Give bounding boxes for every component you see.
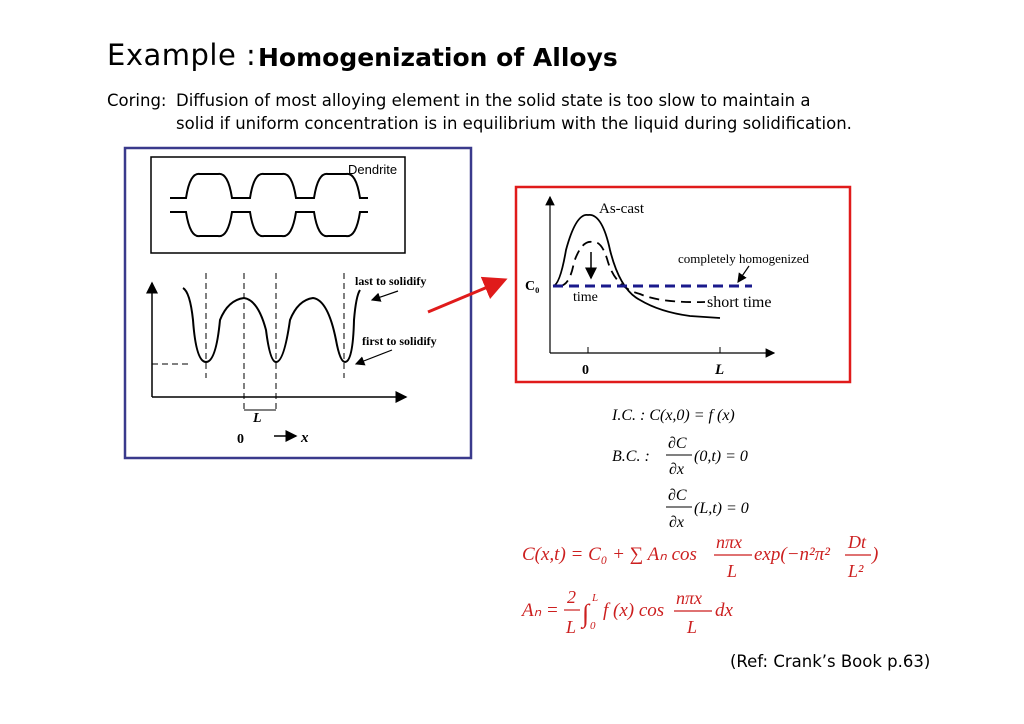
boundary-conditions (611, 407, 749, 531)
dendrite-top-profile (170, 174, 368, 198)
solution-frac1-den: L (727, 561, 738, 581)
slide-title: Homogenization of Alloys (258, 43, 618, 72)
connector-arrow (428, 281, 502, 312)
an-integral: ∫ (582, 599, 590, 628)
solution-frac2-num: Dt (848, 532, 866, 552)
last-arrow (372, 291, 398, 300)
solution-frac2-den: L² (848, 561, 864, 581)
an-dx: dx (715, 600, 733, 621)
homogenized-arrow (738, 266, 749, 282)
an-lhs: Aₙ = (522, 600, 559, 621)
short-time-label: short time (707, 294, 772, 311)
time-label: time (573, 290, 598, 305)
title-prefix: Example : (107, 38, 257, 72)
first-to-solidify-label: first to solidify (362, 334, 437, 348)
dendrite-bottom-profile (170, 212, 368, 236)
solution-lhs: C(x,t) = C₀ + ∑ Aₙ cos (522, 544, 697, 565)
solution-frac1-num: nπx (716, 532, 743, 552)
x-label: x (301, 430, 309, 446)
last-to-solidify-label: last to solidify (355, 274, 427, 288)
L-label: L (253, 411, 262, 426)
initial-condition: I.C. : C(x,0) = f (x) (612, 407, 735, 424)
solution-equation (522, 532, 878, 581)
bc1-rest: (0,t) = 0 (694, 448, 748, 465)
an-upper-limit: L (592, 592, 599, 604)
bc2-rest: (L,t) = 0 (694, 500, 749, 517)
dendrite-figure (125, 148, 471, 458)
bc2-denominator: ∂x (669, 514, 685, 531)
an-body: f (x) cos (603, 600, 665, 621)
homogenized-label: completely homogenized (678, 251, 810, 266)
dendrite-label: Dendrite (348, 162, 398, 177)
an-frac2-num: nπx (676, 588, 703, 608)
first-arrow (356, 350, 392, 364)
solution-exp: exp(−n²π² (754, 544, 830, 565)
homogenization-figure (516, 187, 850, 382)
coring-text-line-2: solid if uniform concentration is in equilibrium with the liquid during solidification. (176, 114, 852, 133)
right-L-label: L (715, 362, 725, 378)
solution-close: ) (872, 544, 879, 565)
bc-label: B.C. : (612, 448, 650, 465)
bc1-denominator: ∂x (669, 461, 685, 478)
c0-label: C₀ (525, 279, 540, 294)
zero-label: 0 (237, 432, 244, 447)
right-zero-label: 0 (582, 363, 589, 378)
an-lower-limit: 0 (590, 620, 596, 632)
an-frac2-den: L (687, 617, 698, 637)
bc2-numerator: ∂C (668, 487, 687, 504)
reference-note: (Ref: Crank’s Book p.63) (730, 652, 931, 671)
coring-text-line-1: Diffusion of most alloying element in the solid state is too slow to maintain a (176, 91, 811, 110)
left-figure-border (125, 148, 471, 458)
an-frac-den: L (566, 617, 577, 637)
bc1-numerator: ∂C (668, 435, 687, 452)
as-cast-label: As-cast (599, 201, 644, 217)
coring-label: Coring: (107, 91, 167, 110)
coefficient-equation (520, 587, 734, 637)
composition-profile-curve (183, 288, 360, 362)
an-frac-num: 2 (567, 587, 576, 607)
